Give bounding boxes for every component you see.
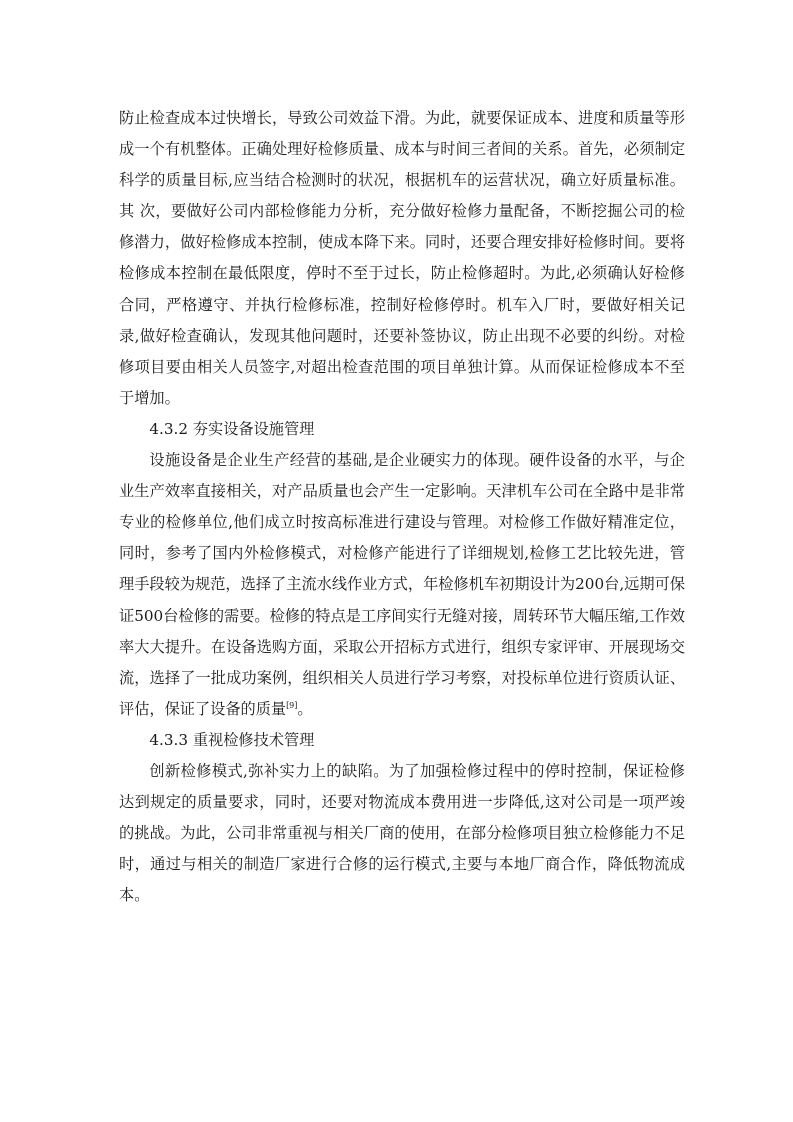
section-heading-4-3-2: 4.3.2 夯实设备设施管理	[149, 419, 315, 438]
paragraph-cost-control: 防止检查成本过快增长，导致公司效益下滑。为此，就要保证成本、进度和质量等形成一个有机整体。正确处理好检修质量、成本与时间三者间的关系。首先，必须制定科学的质量目标,应当结合检测时的状况，根据机车的运营状况，确立好质量标准。其 次，要做好公司内部检修能力分析，充分做好检修力量配备，不断挖掘公司的检修潜力，做好检修成本控制，使成本降下来。同时，还要合理安排好检修时间。要将检修成本控制在最低限度，停时不至于过长，防止检修超时。为此,必须确认好检修合同，严格遵守、并执行检修标准，控制好检修停时。机车入厂时，要做好相关记录,做好检查确认，发现其他问题时，还要补签协议，防止出现不必要的纠纷。对检修项目要由相关人员签字,对超出检查范围的项目单独计算。从而保证检修成本不至于增加。	[119, 109, 685, 407]
paragraph-equipment-management	[119, 445, 685, 725]
paragraph-equipment-end: 。	[297, 699, 313, 718]
document-body	[119, 103, 685, 911]
section-heading-4-3-3: 4.3.3 重视检修技术管理	[149, 730, 315, 749]
paragraph-equipment-text: 设施设备是企业生产经营的基础,是企业硬实力的体现。硬件设备的水平，与企业生产效率直接相关，对产品质量也会产生一定影响。天津机车公司在全路中是非常专业的检修单位,他们成立时按高标准进行建设与管理。对检修工作做好精准定位，同时，参考了国内外检修模式，对检修产能进行了详细规划,检修工艺比较先进，管理手段较为规范，选择了主流水线作业方式，年检修机车初期设计为200台,远期可保证500台检修的需要。检修的特点是工序间实行无缝对接，周转环节大幅压缩,工作效率大大提升。在设备选购方面，采取公开招标方式进行，组织专家评审、开展现场交流，选择了一批成功案例，组织相关人员进行学习考察，对投标单位进行资质认证、评估，保证了设备的质量	[119, 451, 685, 718]
citation-reference: [9]	[286, 700, 298, 710]
paragraph-technical-management: 创新检修模式,弥补实力上的缺陷。为了加强检修过程中的停时控制，保证检修达到规定的质量要求，同时，还要对物流成本费用进一步降低,这对公司是一项严竣的挑战。为此，公司非常重视与相关厂商的使用，在部分检修项目独立检修能力不足时，通过与相关的制造厂家进行合修的运行模式,主要与本地厂商合作，降低物流成本。	[119, 761, 685, 905]
